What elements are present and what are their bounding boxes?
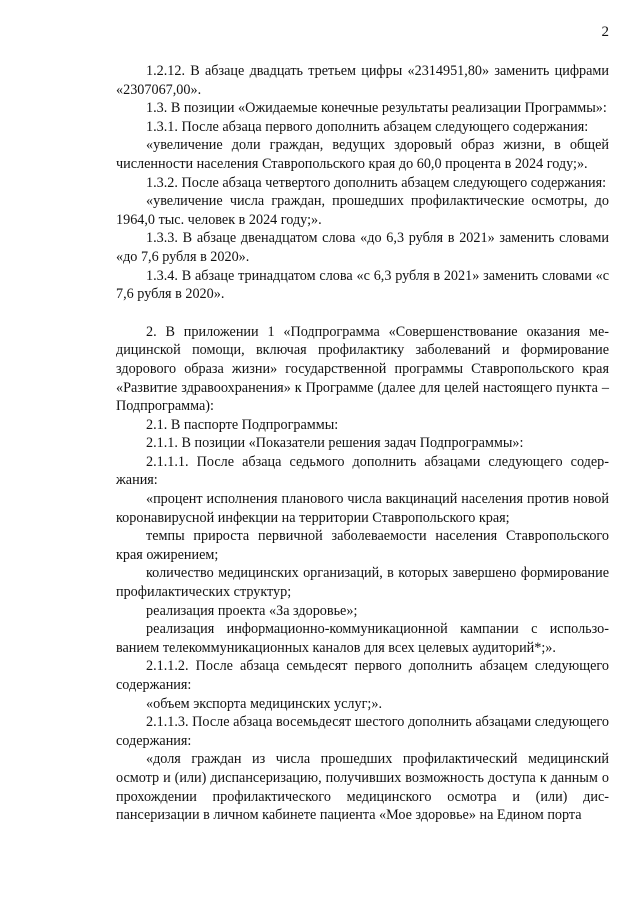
paragraph-quote-personal-cabinet: «доля граждан из числа прошедших профилактический медицинский осмотр и (или) диспансеризацию, получивших возможность доступа к данным о прохождении профилактического медицинского осмотра и (или) диспансеризации в личном кабинете пациента «Мое здоровье» на Едином порта [116, 751, 609, 824]
paragraph-quote-checkups: «увеличение числа граждан, прошедших профилактические осмотры, до 1964,0 тыс. человек в 2024 году;». [116, 193, 609, 228]
paragraph-2-1-1-3: 2.1.1.3. После абзаца восемьдесят шестого дополнить абзацами следующего содержания: [116, 714, 609, 749]
paragraph-1-3-2: 1.3.2. После абзаца четвертого дополнить абзацем следующего содержания: [146, 174, 607, 191]
paragraph-2-1: 2.1. В паспорте Подпрограммы: [146, 416, 339, 433]
paragraph-2: 2. В приложении 1 «Подпрограмма «Совершенствование оказания медицинской помощи, включая профилактику заболеваний и формирование здорового образа жизни» государственной программы Ставропольского края «Развитие здравоохранения» к Программе (далее для целей настоящего пункта – Подпрограмма): [116, 323, 609, 415]
paragraph-quote-medical-export: «объем экспорта медицинских услуг;». [146, 695, 383, 712]
paragraph-obesity-rate: темпы прироста первичной заболеваемости населения Ставропольского края ожирением; [116, 528, 609, 563]
paragraph-2-1-1-1: 2.1.1.1. После абзаца седьмого дополнить абзацами следующего содержания: [116, 453, 609, 489]
paragraph-prevention-structures: количество медицинских организаций, в которых завершено формирование профилактических структур; [116, 565, 609, 601]
paragraph-1-2-12: 1.2.12. В абзаце двадцать третьем цифры «2314951,80» заменить цифрами «2307067,00». [116, 63, 609, 98]
paragraph-quote-healthy-lifestyle: «увеличение доли граждан, ведущих здоровый образ жизни, в общей численности населения Ставропольского края до 60,0 процента в 2024 году;». [116, 137, 609, 172]
paragraph-1-3-4: 1.3.4. В абзаце тринадцатом слова «с 6,3 рубля в 2021» заменить словами «с 7,6 рубля в 2020». [116, 267, 609, 303]
section-gap [116, 304, 609, 323]
paragraph-1-3: 1.3. В позиции «Ожидаемые конечные результаты реализации Программы»: [146, 100, 607, 117]
paragraph-info-campaign: реализация информационно-коммуникационной кампании с использованием телекоммуникационных каналов для всех целевых аудиторий*;». [116, 621, 609, 656]
document-body [116, 62, 609, 825]
paragraph-project-za-zdorovye: реализация проекта «За здоровье»; [146, 602, 358, 619]
page-number: 2 [601, 24, 609, 40]
paragraph-2-1-1-2: 2.1.1.2. После абзаца семьдесят первого дополнить абзацем следующего содержания: [116, 658, 609, 693]
paragraph-quote-vaccination: «процент исполнения планового числа вакцинаций населения против новой коронавирусной инфекции на территории Ставропольского края; [116, 491, 609, 526]
paragraph-1-3-3: 1.3.3. В абзаце двенадцатом слова «до 6,3 рубля в 2021» заменить словами «до 7,6 рубля в 2020». [116, 230, 609, 265]
paragraph-2-1-1: 2.1.1. В позиции «Показатели решения задач Подпрограммы»: [146, 435, 524, 452]
paragraph-1-3-1: 1.3.1. После абзаца первого дополнить абзацем следующего содержания: [146, 118, 589, 135]
